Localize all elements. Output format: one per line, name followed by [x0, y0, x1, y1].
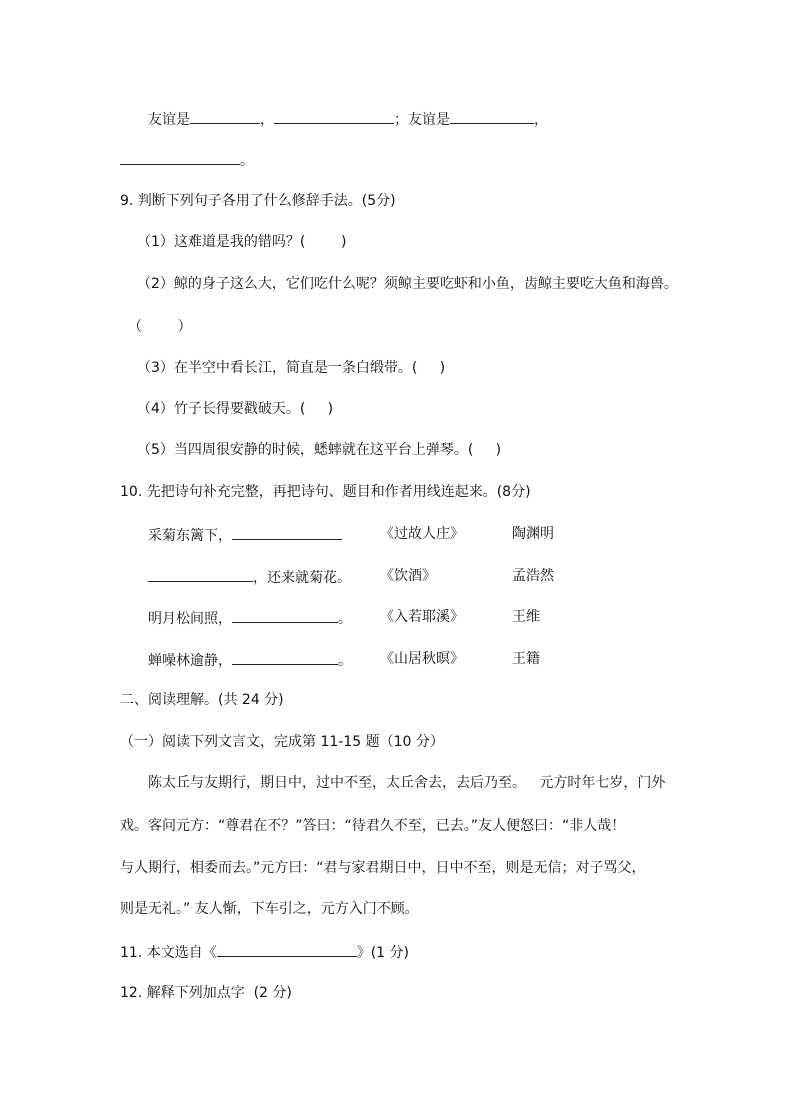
q11: 11. 本文选自《 》(1 分) [120, 942, 409, 962]
q8-line-1: 友谊是 ， ；友谊是 ， [148, 109, 548, 129]
blank-1[interactable] [190, 109, 260, 124]
poem-blank-2[interactable] [148, 567, 253, 582]
poem-author-2: 孟浩然 [512, 568, 554, 584]
blank-2[interactable] [274, 109, 394, 124]
blank-4[interactable] [120, 150, 240, 165]
poem-blank-3[interactable] [232, 608, 338, 623]
poem-title-4: 《山居秋暝》 [380, 651, 464, 667]
q9-item-5: （5）当四周很安静的时候，蟋蟀就在这平台上弹琴。( ) [137, 442, 502, 458]
q10-title: 10. 先把诗句补充完整，再把诗句、题目和作者用线连起来。(8分) [120, 484, 531, 500]
passage-line-2: 戏。客问元方：“尊君在不？”答曰：“待君久不至，已去。”友人便怒曰：“非人哉！ [120, 818, 626, 834]
passage-line-4: 则是无礼。” 友人惭，下车引之，元方入门不顾。 [120, 901, 419, 917]
poem-title-2: 《饮酒》 [380, 568, 436, 584]
poem-title-3: 《入若耶溪》 [380, 609, 464, 625]
poem-line-1: 采菊东篱下， [148, 525, 342, 545]
poem-line-4: 蝉噪林逾静， 。 [148, 650, 352, 670]
poem-author-4: 王籍 [512, 651, 540, 667]
passage-line-3: 与人期行，相委而去。”元方曰：“君与家君期日中，日中不至，则是无信；对子骂父， [120, 860, 646, 876]
poem-blank-1[interactable] [232, 525, 342, 540]
q9-item-4: （4）竹子长得要戳破天。( ) [137, 401, 334, 417]
poem-blank-4[interactable] [232, 650, 338, 665]
q9-item-1: （1）这难道是我的错吗？( ) [137, 234, 347, 250]
q12: 12. 解释下列加点字 (2 分) [120, 985, 292, 1001]
blank-3[interactable] [450, 109, 534, 124]
poem-title-1: 《过故人庄》 [380, 526, 464, 542]
q9-item-2-answer: （ ） [128, 319, 192, 335]
q8-label: 友谊是 [148, 112, 190, 128]
q8-line-2: 。 [120, 150, 254, 170]
q9-item-3: （3）在半空中看长江，简直是一条白缎带。( ) [137, 360, 446, 376]
section-2-sub-1: （一）阅读下列文言文，完成第 11-15 题（10 分） [120, 734, 444, 750]
poem-author-3: 王维 [512, 609, 540, 625]
section-2-title: 二、阅读理解。(共 24 分) [120, 692, 284, 708]
q11-blank[interactable] [217, 942, 357, 957]
q9-item-2: （2）鲸的身子这么大，它们吃什么呢？须鲸主要吃虾和小鱼，齿鲸主要吃大鱼和海兽。 [137, 276, 678, 292]
poem-line-3: 明月松间照， 。 [148, 608, 352, 628]
poem-author-1: 陶渊明 [512, 526, 554, 542]
passage-line-1: 陈太丘与友期行，期日中，过中不至，太丘舍去，去后乃至。 元方时年七岁，门外 [148, 775, 666, 791]
q9-title: 9. 判断下列句子各用了什么修辞手法。(5分) [120, 193, 396, 209]
poem-line-2: ，还来就菊花。 [148, 567, 351, 587]
